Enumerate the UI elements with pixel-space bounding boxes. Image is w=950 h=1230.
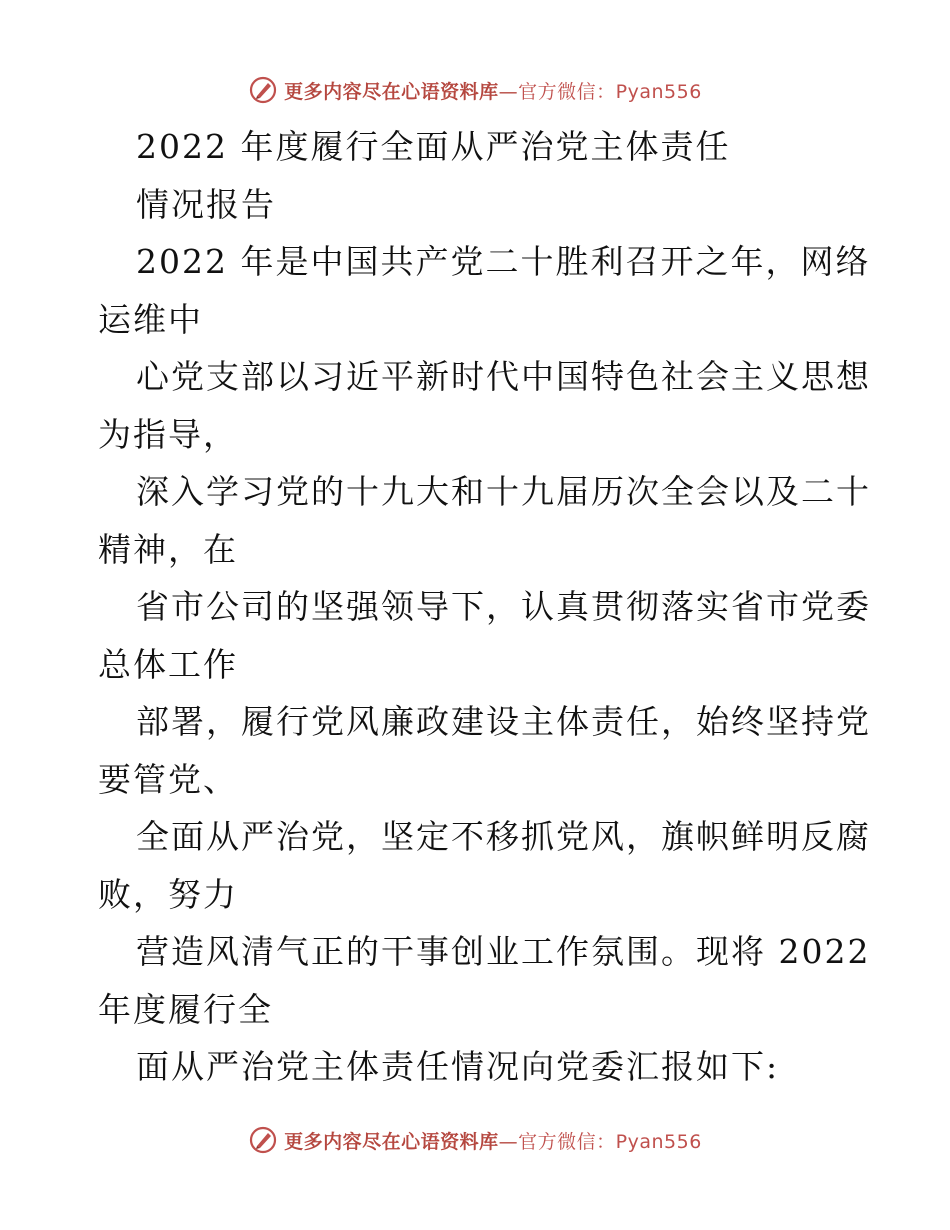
watermark-text bbox=[284, 1127, 702, 1154]
text-line: 省市公司的坚强领导下，认真贯彻落实省市党委 bbox=[136, 587, 871, 626]
text-line: 情况报告 bbox=[136, 184, 276, 224]
watermark-contact: 官方微信：Pyan556 bbox=[518, 1130, 702, 1153]
text-line: 要管党、 bbox=[98, 759, 238, 799]
watermark-separator: — bbox=[498, 80, 519, 103]
watermark-separator: — bbox=[498, 1130, 519, 1153]
text-line: 2022 年是中国共产党二十胜利召开之年，网络 bbox=[136, 242, 871, 281]
text-line: 运维中 bbox=[98, 299, 203, 339]
text-line: 年度履行全 bbox=[98, 989, 273, 1029]
text-line: 深入学习党的十九大和十九届历次全会以及二十 bbox=[136, 472, 871, 511]
watermark-contact: 官方微信：Pyan556 bbox=[518, 80, 702, 103]
text-line: 营造风清气正的干事创业工作氛围。现将 2022 bbox=[136, 932, 871, 971]
text-line: 面从严治党主体责任情况向党委汇报如下: bbox=[136, 1047, 780, 1086]
text-line: 为指导， bbox=[98, 414, 238, 454]
text-line: 2022 年度履行全面从严治党主体责任 bbox=[136, 127, 731, 166]
text-line: 精神，在 bbox=[98, 529, 238, 569]
text-line: 败，努力 bbox=[98, 874, 238, 914]
header-watermark bbox=[0, 70, 950, 110]
text-line: 全面从严治党，坚定不移抓党风，旗帜鲜明反腐 bbox=[136, 817, 871, 856]
watermark-text bbox=[284, 77, 702, 104]
text-line: 总体工作 bbox=[98, 644, 238, 684]
document-body bbox=[98, 118, 871, 1096]
watermark-brand: 更多内容尽在心语资料库 bbox=[284, 1130, 499, 1153]
footer-watermark bbox=[0, 1120, 950, 1160]
text-line: 部署，履行党风廉政建设主体责任，始终坚持党 bbox=[136, 702, 871, 741]
pen-logo-icon bbox=[248, 1125, 278, 1155]
text-line: 心党支部以习近平新时代中国特色社会主义思想 bbox=[136, 357, 871, 396]
pen-logo-icon bbox=[248, 75, 278, 105]
watermark-brand: 更多内容尽在心语资料库 bbox=[284, 80, 499, 103]
